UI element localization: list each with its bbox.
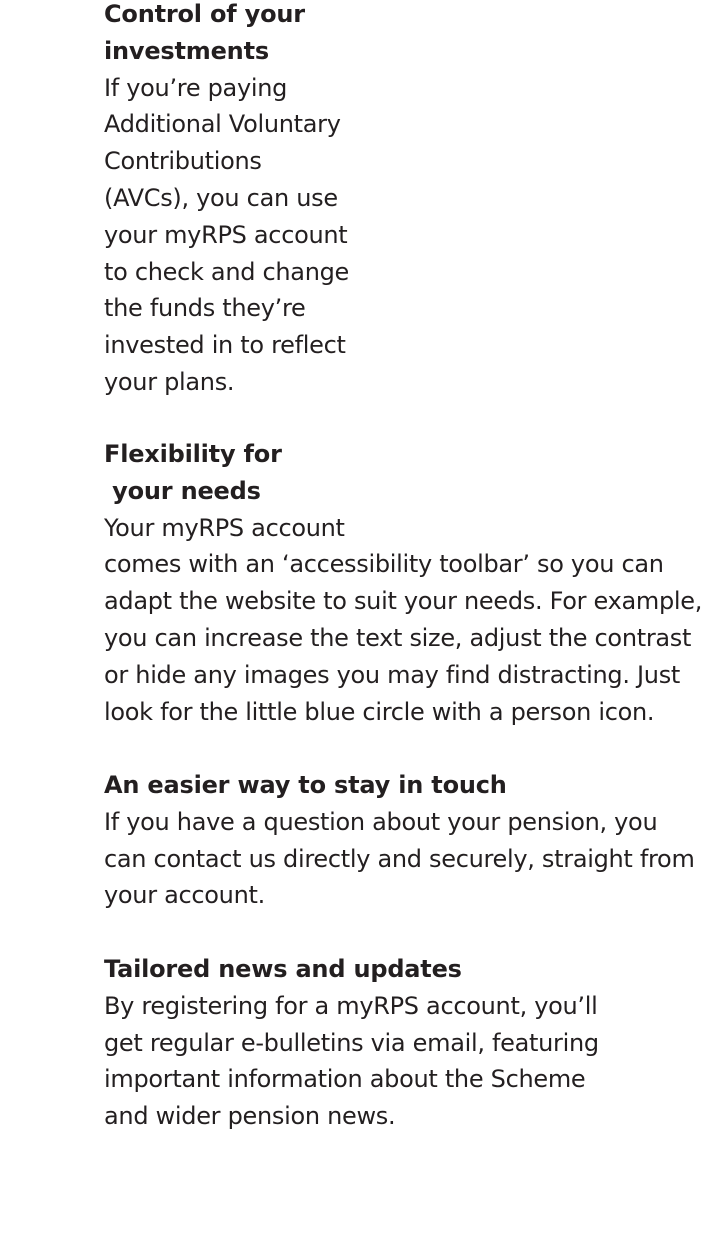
- body-text-line: important information about the Scheme: [104, 1065, 586, 1094]
- body-text-line: Contributions: [104, 147, 262, 176]
- body-text-line: adapt the website to suit your needs. For example,: [104, 587, 703, 616]
- body-text-line: or hide any images you may find distracting. Just: [104, 660, 681, 689]
- body-text-line: you can increase the text size, adjust the contrast: [104, 623, 692, 652]
- body-text-line: If you’re paying: [104, 73, 288, 102]
- section-heading-line: Control of your: [104, 0, 305, 28]
- body-text-line: your account.: [104, 881, 265, 910]
- body-text-line: Additional Voluntary: [104, 110, 341, 139]
- section-control-of-investments: [104, 0, 349, 401]
- body-text-line: can contact us directly and securely, straight from: [104, 844, 695, 873]
- section-heading-line: your needs: [104, 476, 261, 505]
- section-heading-line: Flexibility for: [104, 440, 282, 468]
- body-text-line: your myRPS account: [104, 220, 348, 249]
- body-text-line: look for the little blue circle with a person icon.: [104, 697, 655, 726]
- section-flexibility-for-needs: [104, 436, 702, 730]
- body-text-line: to check and change: [104, 257, 350, 286]
- body-text-line: By registering for a myRPS account, you’ll: [104, 991, 598, 1020]
- body-text-line: If you have a question about your pension, you: [104, 807, 658, 836]
- section-heading-line: investments: [104, 36, 269, 65]
- body-text-line: the funds they’re: [104, 294, 306, 323]
- section-heading-line: An easier way to stay in touch: [104, 771, 507, 799]
- section-heading-line: Tailored news and updates: [104, 955, 462, 983]
- section-stay-in-touch: [104, 767, 695, 914]
- body-text-line: invested in to reflect: [104, 331, 346, 360]
- body-text-line: (AVCs), you can use: [104, 183, 338, 212]
- body-text-line: get regular e-bulletins via email, featuring: [104, 1028, 599, 1057]
- body-text-line: comes with an ‘accessibility toolbar’ so you can: [104, 550, 664, 579]
- body-text-line: your plans.: [104, 367, 235, 396]
- body-text-line: and wider pension news.: [104, 1102, 396, 1131]
- section-tailored-news: [104, 951, 599, 1135]
- body-text-line: Your myRPS account: [104, 513, 345, 542]
